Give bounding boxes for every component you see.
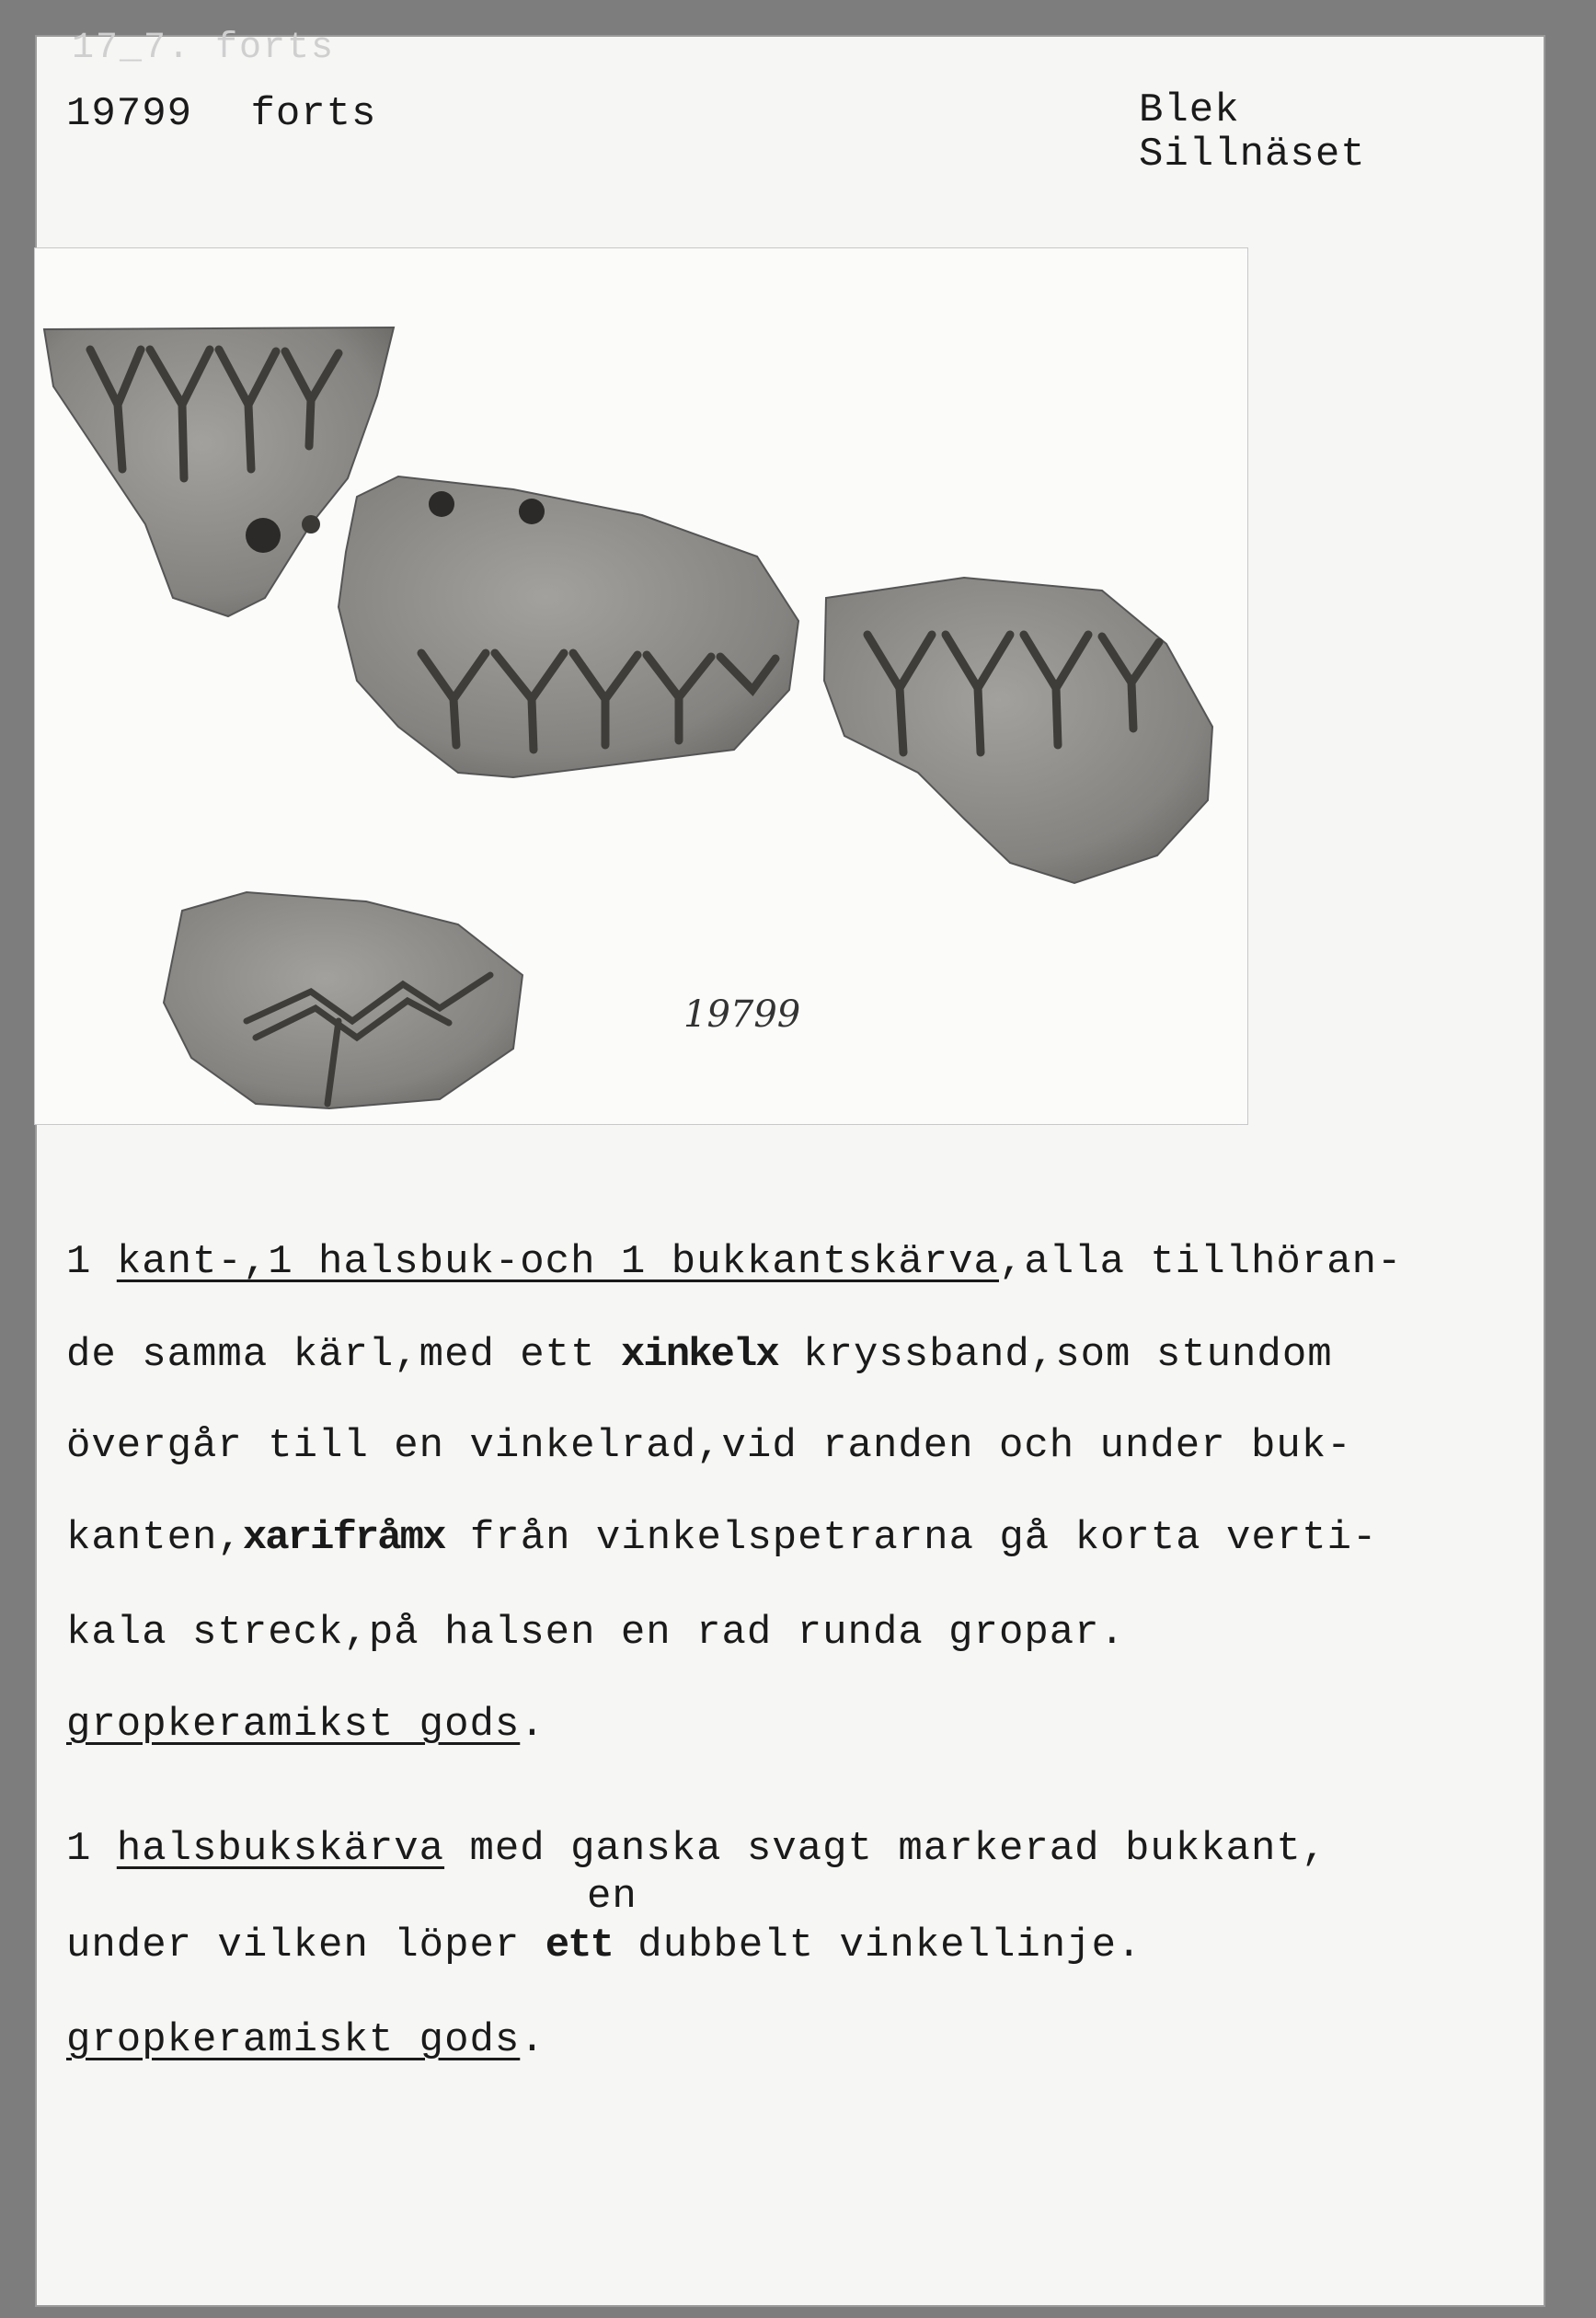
- inserted-word: en: [587, 1874, 637, 1920]
- shard-neck-belly: [339, 476, 798, 777]
- desc1-text: de samma kärl,med ett: [66, 1332, 621, 1378]
- shard-belly-edge: [824, 578, 1212, 883]
- desc2-line3: [66, 2017, 545, 2063]
- desc1-text: kanten,: [66, 1515, 243, 1561]
- shard-neck-belly-2: [164, 892, 522, 1108]
- desc2-text: dubbelt vinkellinje.: [612, 1922, 1142, 1968]
- desc1-line1: [66, 1239, 1403, 1285]
- desc2-text: med ganska svagt markerad bukkant,: [444, 1826, 1327, 1872]
- struck-out-text: xarifråmx: [242, 1515, 445, 1561]
- catalog-number: 19799: [66, 91, 193, 137]
- catalog-card: [35, 28, 1545, 2307]
- desc1-underlined-term: kant-,1 halsbuk-och 1 bukkantskärva: [116, 1239, 999, 1285]
- faint-header-text: 17_7. forts: [72, 28, 336, 69]
- catalog-header: [66, 91, 377, 137]
- desc2-text: .: [520, 2017, 545, 2063]
- desc1-line2: [66, 1332, 1333, 1378]
- ware-type-label: gropkeramikst gods: [66, 1702, 521, 1748]
- desc1-text: 1: [66, 1239, 117, 1285]
- desc1-line6: [66, 1702, 545, 1748]
- desc1-text: kryssband,som stundom: [777, 1332, 1333, 1378]
- desc2-text: under vilken löper: [66, 1922, 545, 1968]
- desc2-underlined-term: halsbukskärva: [116, 1826, 445, 1872]
- desc1-line4: [66, 1515, 1378, 1561]
- struck-out-text: ett: [545, 1922, 613, 1968]
- continued-label: forts: [250, 91, 377, 137]
- desc1-line3: övergår till en vinkelrad,vid randen och under buk-: [66, 1423, 1352, 1469]
- shard-rim: [44, 327, 394, 616]
- desc1-line5: kala streck,på halsen en rad runda gropar.: [66, 1610, 1125, 1656]
- desc2-line2: [66, 1922, 1142, 1968]
- shards-photo: [35, 248, 1247, 1124]
- desc1-text: ,alla tillhöran-: [998, 1239, 1403, 1285]
- desc2-text: 1: [66, 1826, 117, 1872]
- photo-catalog-number: 19799: [683, 993, 801, 1036]
- struck-out-text: xinkelx: [620, 1332, 778, 1378]
- site-label: Sillnäset: [1139, 132, 1366, 178]
- ware-type-label: gropkeramiskt gods: [66, 2017, 521, 2063]
- desc2-line1: [66, 1826, 1327, 1872]
- region-label: Blek: [1139, 87, 1240, 133]
- desc1-text: från vinkelspetrarna gå korta verti-: [444, 1515, 1378, 1561]
- desc1-text: .: [520, 1702, 545, 1748]
- shards-illustration: [35, 248, 1247, 1124]
